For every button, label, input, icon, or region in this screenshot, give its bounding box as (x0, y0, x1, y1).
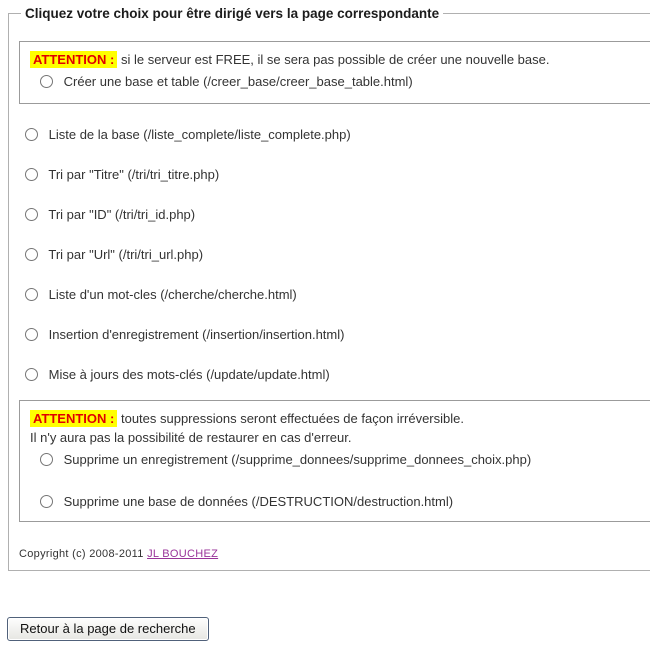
copyright-text: Copyright (c) 2008-2011 (19, 548, 148, 560)
radio-creer-base[interactable] (40, 75, 53, 88)
retour-recherche-button[interactable]: Retour à la page de recherche (7, 617, 209, 641)
attention-text-create: si le serveur est FREE, il se sera pas possible de créer une nouvelle base. (117, 52, 550, 67)
option-tri-id[interactable] (19, 206, 650, 224)
option-supprime-enregistrement[interactable] (30, 451, 650, 469)
option-liste-base[interactable] (19, 126, 650, 144)
option-label: Liste d'un mot-cles (/cherche/cherche.html) (48, 287, 297, 302)
option-label: Insertion d'enregistrement (/insertion/insertion.html) (48, 327, 345, 342)
attention-box-delete (19, 400, 650, 522)
option-update[interactable] (19, 366, 650, 384)
option-label: Tri par "Titre" (/tri/tri_titre.php) (48, 167, 220, 182)
radio-update[interactable] (25, 368, 38, 381)
radio-mot-cles[interactable] (25, 288, 38, 301)
radio-tri-id[interactable] (25, 208, 38, 221)
attention-text-delete-2: Il n'y aura pas la possibilité de restaurer en cas d'erreur. (30, 430, 352, 445)
option-tri-url[interactable] (19, 246, 650, 264)
option-label: Supprime un enregistrement (/supprime_donnees/supprime_donnees_choix.php) (63, 452, 532, 467)
radio-tri-titre[interactable] (25, 168, 38, 181)
option-tri-titre[interactable] (19, 166, 650, 184)
attention-badge: ATTENTION : (30, 51, 117, 68)
option-label: Supprime une base de données (/DESTRUCTION/destruction.html) (63, 494, 454, 509)
radio-supprime-base[interactable] (40, 495, 53, 508)
option-label: Liste de la base (/liste_complete/liste_complete.php) (48, 127, 351, 142)
attention-box-create (19, 41, 650, 104)
option-creer-base[interactable] (30, 73, 650, 91)
attention-line-delete (30, 410, 650, 427)
attention-text-delete: toutes suppressions seront effectuées de façon irréversible. (117, 411, 464, 426)
option-label: Mise à jours des mots-clés (/update/update.html) (48, 367, 330, 382)
radio-supprime-enregistrement[interactable] (40, 453, 53, 466)
author-link[interactable]: JL BOUCHEZ (147, 548, 219, 560)
radio-liste-base[interactable] (25, 128, 38, 141)
radio-insertion[interactable] (25, 328, 38, 341)
option-insertion[interactable] (19, 326, 650, 344)
option-label: Créer une base et table (/creer_base/creer_base_table.html) (63, 74, 413, 89)
option-label: Tri par "Url" (/tri/tri_url.php) (48, 247, 204, 262)
attention-line-create (30, 51, 650, 68)
attention-badge: ATTENTION : (30, 410, 117, 427)
copyright-line (19, 548, 650, 560)
option-label: Tri par "ID" (/tri/tri_id.php) (48, 207, 196, 222)
radio-tri-url[interactable] (25, 248, 38, 261)
option-mot-cles[interactable] (19, 286, 650, 304)
option-supprime-base[interactable] (30, 493, 650, 511)
choice-fieldset (8, 6, 650, 571)
fieldset-legend: Cliquez votre choix pour être dirigé vers la page correspondante (25, 6, 440, 21)
